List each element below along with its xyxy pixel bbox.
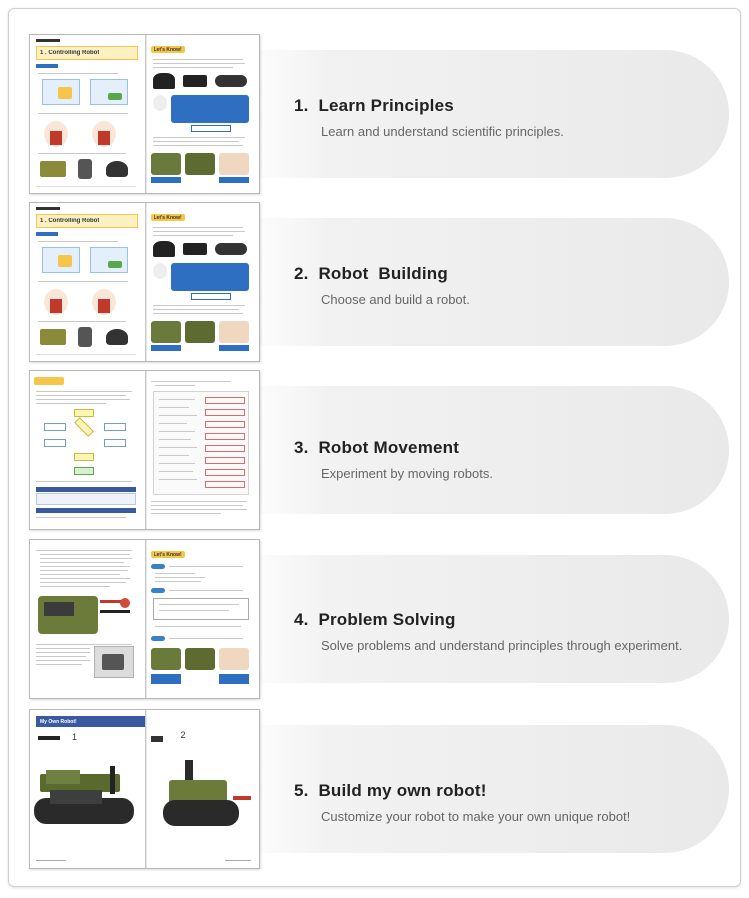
step-2 xyxy=(29,202,734,362)
step-5 xyxy=(29,709,734,869)
step-1-description: Learn and understand scientific principles. xyxy=(321,124,564,139)
book-right-title: Let's Know! xyxy=(153,552,182,558)
book-left-page xyxy=(30,540,145,698)
book-right-page xyxy=(145,35,260,193)
book-left-title: My Own Robot! xyxy=(40,719,77,725)
book-right-page xyxy=(145,203,260,361)
step-3 xyxy=(29,370,734,530)
step-1-book-thumbnail xyxy=(29,34,260,194)
step-5-title: 5. Build my own robot! xyxy=(294,781,487,800)
step-2-book-thumbnail xyxy=(29,202,260,362)
book-left-title: 1 . Controlling Robot xyxy=(40,50,100,56)
step-2-description: Choose and build a robot. xyxy=(321,292,470,307)
step-1-title: 1. Learn Principles xyxy=(294,96,454,115)
step-2-title: 2. Robot Building xyxy=(294,264,448,283)
step-3-book-thumbnail xyxy=(29,370,260,530)
book-right-title: Let's Know! xyxy=(153,47,182,53)
book-right-page xyxy=(145,540,260,698)
book-left-page xyxy=(30,371,145,529)
book-left-page xyxy=(30,710,145,868)
step-3-title: 3. Robot Movement xyxy=(294,438,460,457)
step-4-description: Solve problems and understand principles through experiment. xyxy=(321,638,683,653)
book-right-page xyxy=(145,710,260,868)
step-4-title: 4. Problem Solving xyxy=(294,610,456,629)
book-left-page xyxy=(30,35,145,193)
step-3-description: Experiment by moving robots. xyxy=(321,466,493,481)
build-step-number: 1 xyxy=(72,732,78,742)
book-left-title: 1 . Controlling Robot xyxy=(40,218,100,224)
book-right-page xyxy=(145,371,260,529)
step-5-book-thumbnail xyxy=(29,709,260,869)
step-4 xyxy=(29,539,734,699)
book-left-page xyxy=(30,203,145,361)
step-4-book-thumbnail xyxy=(29,539,260,699)
step-5-description: Customize your robot to make your own unique robot! xyxy=(321,809,631,824)
content-frame xyxy=(8,8,741,887)
book-right-title: Let's Know! xyxy=(153,215,182,221)
build-step-number: 2 xyxy=(180,730,186,740)
step-1 xyxy=(29,34,734,194)
